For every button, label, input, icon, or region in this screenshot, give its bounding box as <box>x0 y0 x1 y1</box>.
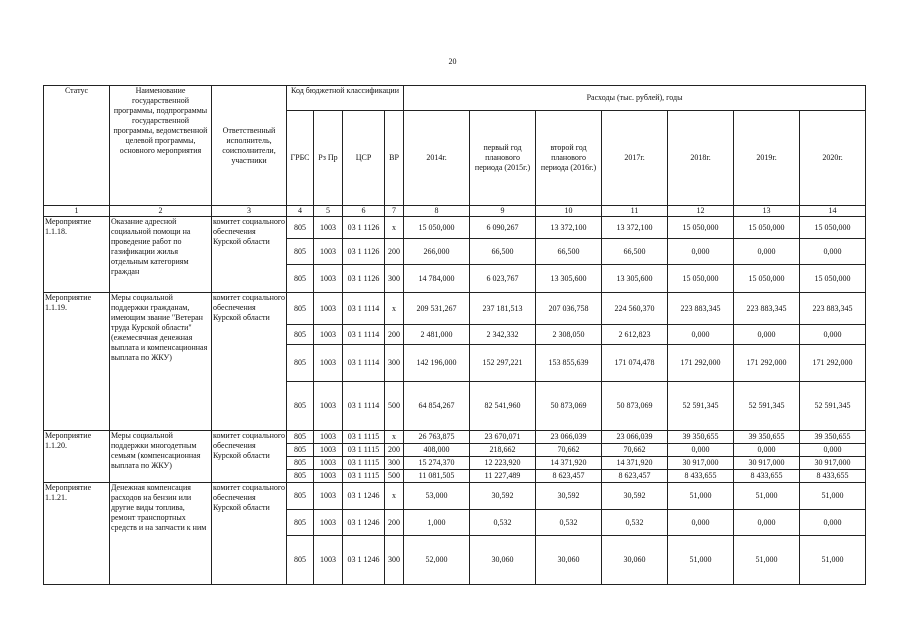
group-name: Оказание адресной социальной помощи на проведение работ по газификации жилья отдельным категориям граждан <box>110 217 212 293</box>
expense-cell: 30,592 <box>470 483 536 510</box>
expense-cell: 15 050,000 <box>734 217 800 239</box>
expense-cell: 51,000 <box>734 536 800 585</box>
page-number: 20 <box>448 57 457 66</box>
grbs-cell: 805 <box>287 431 314 444</box>
group-status: Мероприятие 1.1.18. <box>44 217 110 293</box>
rzpr-cell: 1003 <box>314 483 343 510</box>
expense-cell: 8 433,655 <box>800 470 866 483</box>
rzpr-cell: 1003 <box>314 431 343 444</box>
grbs-cell: 805 <box>287 345 314 382</box>
expense-cell: 30 917,000 <box>668 457 734 470</box>
expense-cell: 53,000 <box>404 483 470 510</box>
expense-cell: 15 050,000 <box>734 265 800 293</box>
vr-cell: 300 <box>385 457 404 470</box>
expense-cell: 30,060 <box>470 536 536 585</box>
expense-cell: 15 050,000 <box>800 265 866 293</box>
expense-cell: 52 591,345 <box>668 382 734 431</box>
column-number: 14 <box>800 206 866 217</box>
vr-cell: 500 <box>385 382 404 431</box>
expense-cell: 223 883,345 <box>734 293 800 325</box>
grbs-cell: 805 <box>287 293 314 325</box>
header-year: второй год планового периода (2016г.) <box>536 111 602 206</box>
expense-cell: 39 350,655 <box>734 431 800 444</box>
csr-cell: 03 1 1115 <box>343 470 385 483</box>
expense-cell: 23 670,071 <box>470 431 536 444</box>
group-responsible: комитет социального обеспечения Курской области <box>212 483 287 585</box>
expense-cell: 30,592 <box>602 483 668 510</box>
expense-cell: 39 350,655 <box>668 431 734 444</box>
group-name: Меры социальной поддержки гражданам, имеющим звание "Ветеран труда Курской области" (ежемесячная денежная выплата и компенсационная выплата по ЖКУ) <box>110 293 212 431</box>
vr-cell: x <box>385 431 404 444</box>
expense-cell: 0,000 <box>734 325 800 345</box>
expense-cell: 237 181,513 <box>470 293 536 325</box>
rzpr-cell: 1003 <box>314 444 343 457</box>
expense-cell: 13 305,600 <box>536 265 602 293</box>
expense-cell: 0,532 <box>602 510 668 536</box>
header-responsible: Ответственный исполнитель, соисполнители, участники <box>212 86 287 206</box>
vr-cell: 200 <box>385 325 404 345</box>
column-number-row <box>44 206 866 217</box>
column-number: 1 <box>44 206 110 217</box>
expense-cell: 30 917,000 <box>800 457 866 470</box>
expense-cell: 0,000 <box>734 239 800 265</box>
expense-cell: 51,000 <box>668 536 734 585</box>
expense-cell: 0,000 <box>668 239 734 265</box>
expense-cell: 171 074,478 <box>602 345 668 382</box>
csr-cell: 03 1 1126 <box>343 239 385 265</box>
expense-cell: 1,000 <box>404 510 470 536</box>
column-number: 7 <box>385 206 404 217</box>
expense-cell: 14 784,000 <box>404 265 470 293</box>
csr-cell: 03 1 1114 <box>343 345 385 382</box>
expense-cell: 0,532 <box>536 510 602 536</box>
expense-cell: 6 090,267 <box>470 217 536 239</box>
grbs-cell: 805 <box>287 470 314 483</box>
csr-cell: 03 1 1114 <box>343 382 385 431</box>
expense-cell: 12 223,920 <box>470 457 536 470</box>
header-year: первый год планового периода (2015г.) <box>470 111 536 206</box>
expense-cell: 11 081,505 <box>404 470 470 483</box>
expense-cell: 51,000 <box>734 483 800 510</box>
rzpr-cell: 1003 <box>314 536 343 585</box>
grbs-cell: 805 <box>287 265 314 293</box>
csr-cell: 03 1 1246 <box>343 510 385 536</box>
header-year: 2020г. <box>800 111 866 206</box>
expense-cell: 0,532 <box>470 510 536 536</box>
header-name: Наименование государственной программы, подпрограммы государственной программы, ведомственной целевой программы, основного мероприятия <box>110 86 212 206</box>
expense-cell: 171 292,000 <box>800 345 866 382</box>
expense-cell: 142 196,000 <box>404 345 470 382</box>
rzpr-cell: 1003 <box>314 217 343 239</box>
rzpr-cell: 1003 <box>314 325 343 345</box>
expense-cell: 0,000 <box>734 444 800 457</box>
expense-cell: 224 560,370 <box>602 293 668 325</box>
grbs-cell: 805 <box>287 239 314 265</box>
expense-cell: 171 292,000 <box>734 345 800 382</box>
vr-cell: 200 <box>385 444 404 457</box>
table-row <box>44 293 866 325</box>
expense-cell: 15 050,000 <box>404 217 470 239</box>
expense-cell: 64 854,267 <box>404 382 470 431</box>
vr-cell: 200 <box>385 239 404 265</box>
group-status: Мероприятие 1.1.19. <box>44 293 110 431</box>
group-status: Мероприятие 1.1.20. <box>44 431 110 483</box>
header-year: 2017г. <box>602 111 668 206</box>
expense-cell: 14 371,920 <box>602 457 668 470</box>
group-responsible: комитет социального обеспечения Курской области <box>212 217 287 293</box>
expense-cell: 26 763,875 <box>404 431 470 444</box>
expense-cell: 153 855,639 <box>536 345 602 382</box>
grbs-cell: 805 <box>287 444 314 457</box>
vr-cell: 200 <box>385 510 404 536</box>
expense-cell: 30,060 <box>536 536 602 585</box>
expense-cell: 0,000 <box>668 325 734 345</box>
header-vr: ВР <box>385 111 404 206</box>
group-responsible: комитет социального обеспечения Курской области <box>212 293 287 431</box>
csr-cell: 03 1 1126 <box>343 217 385 239</box>
expense-cell: 2 481,000 <box>404 325 470 345</box>
rzpr-cell: 1003 <box>314 470 343 483</box>
grbs-cell: 805 <box>287 510 314 536</box>
expense-cell: 8 623,457 <box>602 470 668 483</box>
column-number: 6 <box>343 206 385 217</box>
rzpr-cell: 1003 <box>314 265 343 293</box>
vr-cell: 500 <box>385 470 404 483</box>
grbs-cell: 805 <box>287 536 314 585</box>
group-responsible: комитет социального обеспечения Курской области <box>212 431 287 483</box>
expense-cell: 66,500 <box>602 239 668 265</box>
csr-cell: 03 1 1115 <box>343 431 385 444</box>
expense-cell: 50 873,069 <box>536 382 602 431</box>
vr-cell: x <box>385 217 404 239</box>
header-year: 2019г. <box>734 111 800 206</box>
expense-cell: 223 883,345 <box>800 293 866 325</box>
header-expenses: Расходы (тыс. рублей), годы <box>404 86 866 111</box>
expense-cell: 0,000 <box>668 510 734 536</box>
rzpr-cell: 1003 <box>314 345 343 382</box>
expense-cell: 171 292,000 <box>668 345 734 382</box>
vr-cell: x <box>385 483 404 510</box>
expense-cell: 15 050,000 <box>800 217 866 239</box>
expense-cell: 408,000 <box>404 444 470 457</box>
expense-cell: 70,662 <box>536 444 602 457</box>
column-number: 2 <box>110 206 212 217</box>
expense-cell: 15 050,000 <box>668 265 734 293</box>
group-status: Мероприятие 1.1.21. <box>44 483 110 585</box>
column-number: 12 <box>668 206 734 217</box>
expense-cell: 52 591,345 <box>734 382 800 431</box>
expense-cell: 51,000 <box>668 483 734 510</box>
expense-cell: 14 371,920 <box>536 457 602 470</box>
group-name: Меры социальной поддержки многодетным семьям (компенсационная выплата по ЖКУ) <box>110 431 212 483</box>
expense-cell: 0,000 <box>734 510 800 536</box>
expense-cell: 207 036,758 <box>536 293 602 325</box>
header-year: 2014г. <box>404 111 470 206</box>
expense-cell: 223 883,345 <box>668 293 734 325</box>
column-number: 8 <box>404 206 470 217</box>
csr-cell: 03 1 1114 <box>343 293 385 325</box>
rzpr-cell: 1003 <box>314 239 343 265</box>
expense-cell: 6 023,767 <box>470 265 536 293</box>
csr-cell: 03 1 1115 <box>343 444 385 457</box>
grbs-cell: 805 <box>287 483 314 510</box>
column-number: 11 <box>602 206 668 217</box>
expense-cell: 8 433,655 <box>668 470 734 483</box>
expense-cell: 0,000 <box>800 325 866 345</box>
header-year: 2018г. <box>668 111 734 206</box>
expense-cell: 15 050,000 <box>668 217 734 239</box>
group-name: Денежная компенсация расходов на бензин или другие виды топлива, ремонт транспортных средств и на запчасти к ним <box>110 483 212 585</box>
expense-cell: 0,000 <box>668 444 734 457</box>
csr-cell: 03 1 1114 <box>343 325 385 345</box>
expense-cell: 82 541,960 <box>470 382 536 431</box>
header-budget-code: Код бюджетной классификации <box>287 86 404 111</box>
expense-cell: 30,592 <box>536 483 602 510</box>
expense-cell: 70,662 <box>602 444 668 457</box>
column-number: 5 <box>314 206 343 217</box>
column-number: 4 <box>287 206 314 217</box>
budget-table <box>43 85 866 585</box>
expense-cell: 51,000 <box>800 536 866 585</box>
header-rzpr: Рз Пр <box>314 111 343 206</box>
expense-cell: 13 305,600 <box>602 265 668 293</box>
expense-cell: 218,662 <box>470 444 536 457</box>
expense-cell: 30 917,000 <box>734 457 800 470</box>
header-status: Статус <box>44 86 110 206</box>
rzpr-cell: 1003 <box>314 382 343 431</box>
rzpr-cell: 1003 <box>314 510 343 536</box>
grbs-cell: 805 <box>287 457 314 470</box>
vr-cell: 300 <box>385 536 404 585</box>
expense-cell: 39 350,655 <box>800 431 866 444</box>
expense-cell: 11 227,489 <box>470 470 536 483</box>
expense-cell: 66,500 <box>470 239 536 265</box>
column-number: 3 <box>212 206 287 217</box>
column-number: 10 <box>536 206 602 217</box>
expense-cell: 8 623,457 <box>536 470 602 483</box>
expense-cell: 209 531,267 <box>404 293 470 325</box>
rzpr-cell: 1003 <box>314 457 343 470</box>
expense-cell: 30,060 <box>602 536 668 585</box>
csr-cell: 03 1 1115 <box>343 457 385 470</box>
expense-cell: 8 433,655 <box>734 470 800 483</box>
csr-cell: 03 1 1246 <box>343 536 385 585</box>
csr-cell: 03 1 1246 <box>343 483 385 510</box>
expense-cell: 15 274,370 <box>404 457 470 470</box>
expense-cell: 13 372,100 <box>536 217 602 239</box>
grbs-cell: 805 <box>287 325 314 345</box>
table-row <box>44 431 866 444</box>
expense-cell: 266,000 <box>404 239 470 265</box>
column-number: 9 <box>470 206 536 217</box>
table-row <box>44 217 866 239</box>
expense-cell: 52 591,345 <box>800 382 866 431</box>
expense-cell: 51,000 <box>800 483 866 510</box>
csr-cell: 03 1 1126 <box>343 265 385 293</box>
expense-cell: 0,000 <box>800 444 866 457</box>
header-csr: ЦСР <box>343 111 385 206</box>
header-grbs: ГРБС <box>287 111 314 206</box>
rzpr-cell: 1003 <box>314 293 343 325</box>
expense-cell: 66,500 <box>536 239 602 265</box>
column-number: 13 <box>734 206 800 217</box>
grbs-cell: 805 <box>287 217 314 239</box>
table-row <box>44 483 866 510</box>
expense-cell: 50 873,069 <box>602 382 668 431</box>
expense-cell: 0,000 <box>800 510 866 536</box>
expense-cell: 2 612,823 <box>602 325 668 345</box>
expense-cell: 23 066,039 <box>536 431 602 444</box>
expense-cell: 13 372,100 <box>602 217 668 239</box>
vr-cell: 300 <box>385 345 404 382</box>
expense-cell: 52,000 <box>404 536 470 585</box>
vr-cell: 300 <box>385 265 404 293</box>
expense-cell: 0,000 <box>800 239 866 265</box>
expense-cell: 2 342,332 <box>470 325 536 345</box>
expense-cell: 152 297,221 <box>470 345 536 382</box>
expense-cell: 2 308,050 <box>536 325 602 345</box>
vr-cell: x <box>385 293 404 325</box>
grbs-cell: 805 <box>287 382 314 431</box>
expense-cell: 23 066,039 <box>602 431 668 444</box>
